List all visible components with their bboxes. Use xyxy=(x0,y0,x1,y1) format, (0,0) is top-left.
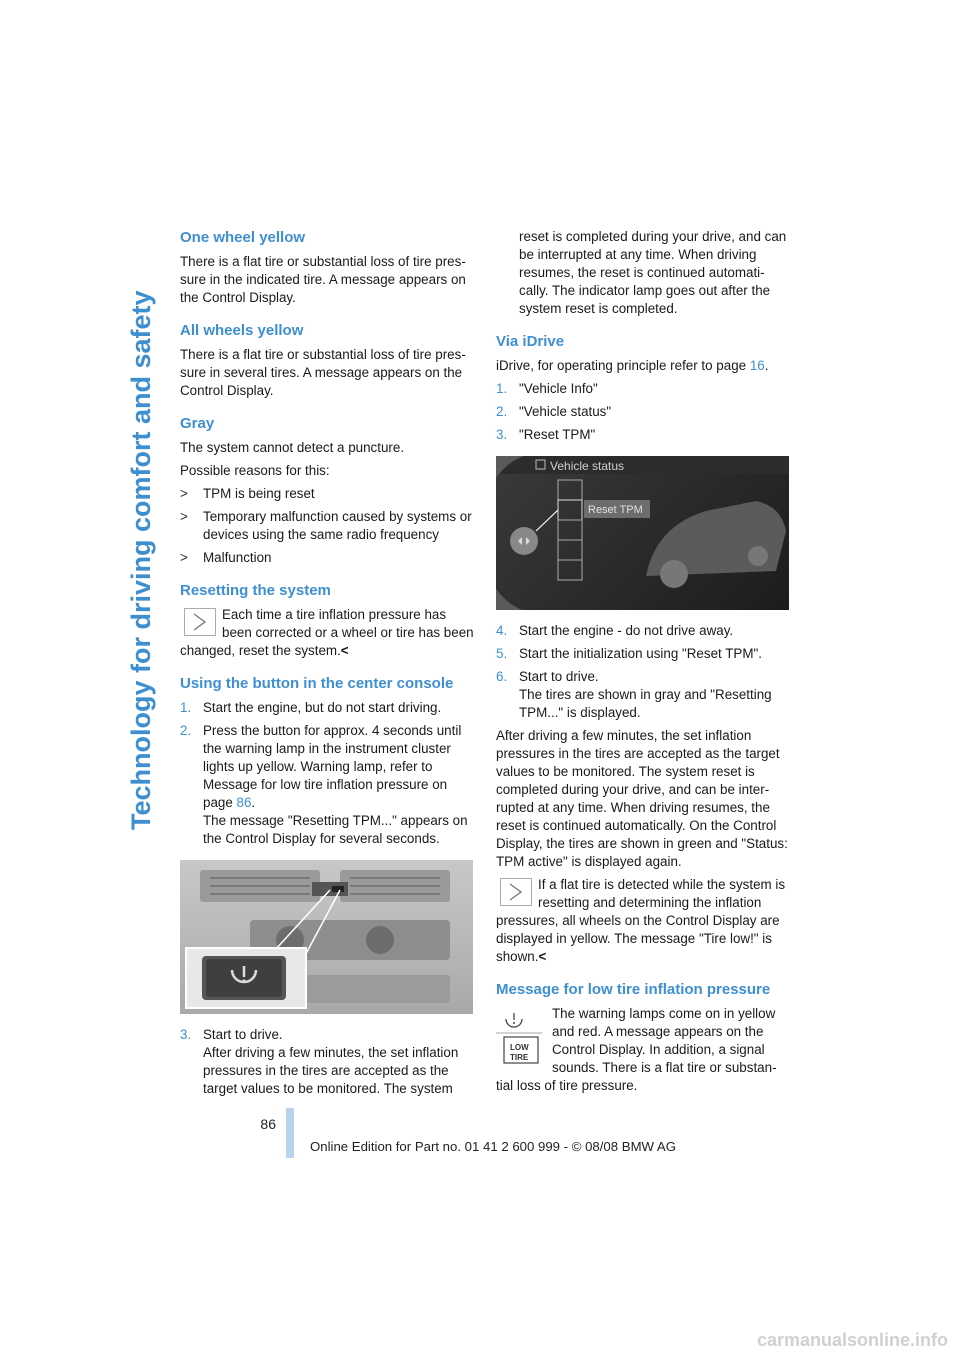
heading-center-console-button: Using the button in the center console xyxy=(180,675,454,692)
bullet-item xyxy=(180,508,475,544)
step-number: 1. xyxy=(496,381,508,396)
paragraph-after-driving: After driving a few minutes, the set inflation pressures in the tires are accepted as the target values to be monitored. The system reset is completed during your drive, and can be inter-rupted at any time. When driving resumes, the reset is continued automatically. On the Control Display, the tires are shown in green and "Status: TPM active" is displayed again. xyxy=(496,728,788,869)
step-number: 5. xyxy=(496,646,508,661)
step-text: "Reset TPM" xyxy=(519,427,596,442)
side-title-text: Technology for driving comfort and safety xyxy=(126,290,156,830)
bullet-marker: > xyxy=(180,486,188,501)
footer-edition-text: Online Edition for Part no. 01 41 2 600 999 - © 08/08 BMW AG xyxy=(310,1139,676,1154)
bullet-text: Temporary malfunction caused by systems or devices using the same radio frequency xyxy=(203,509,472,542)
step-text: Start the engine, but do not start driving. xyxy=(203,700,442,715)
page-number: 86 xyxy=(260,1116,276,1132)
idrive-step xyxy=(496,403,791,421)
bullet-text: TPM is being reset xyxy=(203,486,315,501)
step-text-b: . xyxy=(251,795,256,810)
step-text xyxy=(203,722,475,848)
screen-title: Vehicle status xyxy=(550,459,625,473)
end-mark: < xyxy=(538,949,547,964)
continued-paragraph: reset is completed during your drive, and can be interrupted at any time. When driving resumes, the reset is continued automati-cally. The indicator lamp goes out after the system reset is completed. xyxy=(519,229,787,316)
heading-gray: Gray xyxy=(180,415,215,432)
low-tire-label-2: TIRE xyxy=(510,1053,529,1062)
left-column xyxy=(180,228,475,1103)
idrive-text-b: . xyxy=(764,358,769,373)
step-number: 2. xyxy=(180,723,192,738)
step-text xyxy=(519,668,791,722)
step-item xyxy=(496,645,791,663)
step-text-c: The tires are shown in gray and "Resetting TPM..." is displayed. xyxy=(519,687,772,720)
heading-all-wheels-yellow: All wheels yellow xyxy=(180,322,304,339)
idrive-text-a: iDrive, for operating principle refer to page xyxy=(496,358,750,373)
paragraph-gray-1: The system cannot detect a puncture. xyxy=(180,440,405,455)
step-text: Start the engine - do not drive away. xyxy=(519,623,734,638)
idrive-step xyxy=(496,380,791,398)
step-item xyxy=(496,622,791,640)
heading-via-idrive: Via iDrive xyxy=(496,333,565,350)
bullet-marker: > xyxy=(180,509,188,524)
center-console-figure xyxy=(180,860,473,1014)
bullet-item xyxy=(180,549,475,567)
heading-low-tire-message: Message for low tire inflation pressure xyxy=(496,981,771,998)
right-column xyxy=(496,228,791,1095)
step-text-c: The message "Resetting TPM..." appears on the Control Display for several seconds. xyxy=(203,813,468,846)
bullet-item xyxy=(180,485,475,503)
note-flat-tire-text: If a flat tire is detected while the system is resetting and determining the inflation pressures, all wheels on the Control Display are displayed in yellow. The message "Tire low!" is shown. xyxy=(496,877,786,964)
paragraph-idrive xyxy=(496,357,791,375)
bullet-marker: > xyxy=(180,550,188,565)
note-arrow-icon xyxy=(184,608,216,636)
step-number: 1. xyxy=(180,700,192,715)
step-text-c: After driving a few minutes, the set inflation pressures in the tires are accepted as the target values to be monitored. The system xyxy=(203,1045,459,1096)
side-chapter-title xyxy=(100,230,160,830)
step-number: 3. xyxy=(496,427,508,442)
watermark: carmanualsonline.info xyxy=(756,1330,948,1350)
note-arrow-icon xyxy=(500,878,532,906)
note-resetting-text: Each time a tire inflation pressure has been corrected or a wheel or tire has been changed, reset the system. xyxy=(180,607,474,658)
idrive-screen-figure xyxy=(496,456,789,610)
step-text-a: Press the button for approx. 4 seconds until the warning lamp in the instrument cluster lights up yellow. Warning lamp, refer to Message for low tire inflation pressure on page xyxy=(203,723,462,810)
step-number: 2. xyxy=(496,404,508,419)
heading-resetting-system: Resetting the system xyxy=(180,582,331,599)
step-text: "Vehicle status" xyxy=(519,404,612,419)
tire-warning-icon xyxy=(496,1007,546,1065)
footer-accent-bar xyxy=(286,1108,294,1158)
paragraph-all-wheels: There is a flat tire or substantial loss of tire pres-sure in several tires. A message appears on the Control Display. xyxy=(180,347,466,398)
heading-one-wheel-yellow: One wheel yellow xyxy=(180,229,306,246)
step-item xyxy=(180,699,475,717)
low-tire-label-1: LOW xyxy=(510,1043,529,1052)
paragraph-gray-2: Possible reasons for this: xyxy=(180,463,330,478)
step-number: 3. xyxy=(180,1027,192,1042)
step-item xyxy=(180,1026,475,1098)
step-text-a: Start to drive. xyxy=(519,669,599,684)
step-text: "Vehicle Info" xyxy=(519,381,598,396)
end-mark: < xyxy=(340,643,349,658)
note-resetting xyxy=(180,606,475,660)
step-text: Start the initialization using "Reset TPM". xyxy=(519,646,762,661)
paragraph-one-wheel: There is a flat tire or substantial loss of tire pres-sure in the indicated tire. A message appears on the Control Display. xyxy=(180,254,466,305)
step-text-a: Start to drive. xyxy=(203,1027,283,1042)
step-item xyxy=(496,668,791,722)
step-item xyxy=(180,722,475,848)
screen-reset-item[interactable]: Reset TPM xyxy=(588,504,643,516)
step-number: 6. xyxy=(496,669,508,684)
idrive-step xyxy=(496,426,791,444)
note-flat-tire xyxy=(496,876,791,966)
step-text xyxy=(203,1026,475,1098)
low-tire-section xyxy=(496,1005,791,1095)
page-link[interactable]: 86 xyxy=(236,795,252,810)
paragraph-low-tire: The warning lamps come on in yellow and red. A message appears on the Control Display. In addition, a signal sounds. There is a flat tire or substan-tial loss of tire pressure. xyxy=(496,1006,777,1093)
page-link[interactable]: 16 xyxy=(749,358,765,373)
step-number: 4. xyxy=(496,623,508,638)
bullet-text: Malfunction xyxy=(203,550,272,565)
